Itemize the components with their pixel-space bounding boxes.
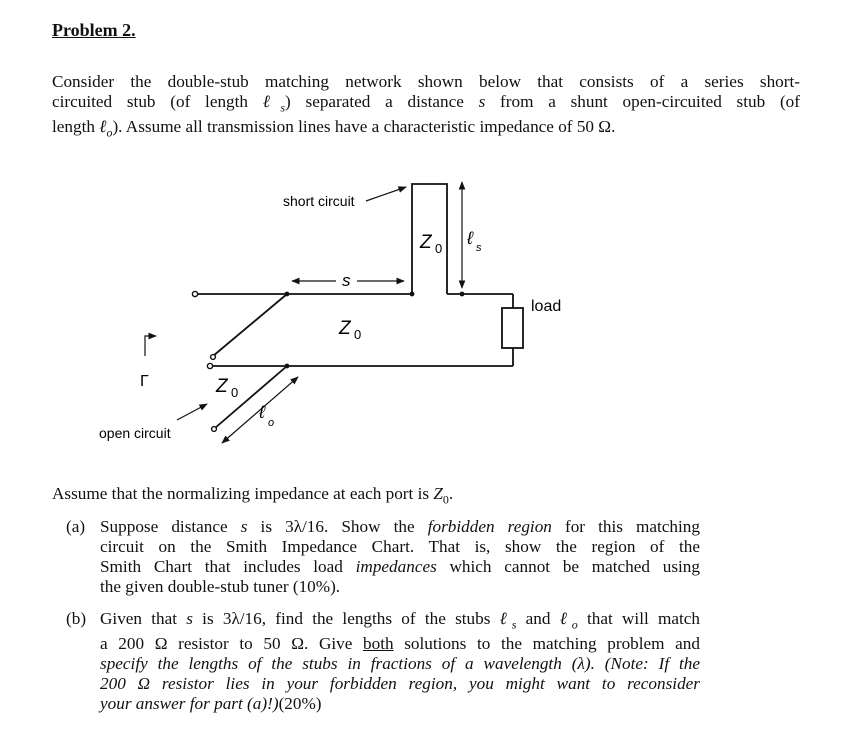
part-b-line-4: 200 Ω resistor lies in your forbidden region, you might want to reconsider xyxy=(100,674,700,694)
ls-sub: s xyxy=(476,242,482,254)
junction-bottom xyxy=(285,364,290,369)
intro-line-3: length ℓ$_o$). Assume all transmission lines have a characteristic impedance of 50 Ω. xyxy=(52,117,616,140)
z0-main-sub: 0 xyxy=(354,327,362,342)
input-end xyxy=(211,355,216,360)
load-label: load xyxy=(531,298,562,315)
gamma-arrow xyxy=(145,336,156,356)
assumption-text: Assume that the normalizing impedance at each port is $Z_0$. xyxy=(52,484,454,507)
gamma-label: Γ xyxy=(140,373,149,390)
intro-line-1: Consider the double-stub matching network shown below that consists of a series short- xyxy=(52,72,800,91)
input-diagonal xyxy=(213,294,287,356)
intro-line-2: circuited stub (of length ℓ$_s$) separated a distance s from a shunt open-circuited stub (of xyxy=(52,92,800,115)
part-b-line-1: Given that s is 3λ/16, find the lengths of the stubs ℓ$_s$ and ℓ$_o$ that will match xyxy=(100,609,700,632)
problem-title: Problem 2. xyxy=(52,20,136,40)
part-b-line-2: a 200 Ω resistor to 50 Ω. Give both solutions to the matching problem and xyxy=(100,634,700,654)
open-circuit-label: open circuit xyxy=(99,425,171,441)
ls-label: ℓ xyxy=(467,228,473,248)
z0-input-label: Z xyxy=(216,376,228,397)
terminal-bottom xyxy=(207,363,212,368)
junction-stub-right xyxy=(460,292,465,297)
z0-main-label: Z xyxy=(339,318,351,339)
part-a-line-2: circuit on the Smith Impedance Chart. That is, show the region of the xyxy=(100,537,700,556)
part-b-label: (b) xyxy=(66,609,87,628)
junction-stub-left xyxy=(410,292,415,297)
z0-stub-sub: 0 xyxy=(435,241,443,256)
part-b xyxy=(66,609,700,714)
part-a-line-4: the given double-stub tuner (10%). xyxy=(100,577,341,596)
part-a-line-1: Suppose distance s is 3λ/16. Show the forbidden region for this matching xyxy=(100,517,700,536)
part-a-label: (a) xyxy=(66,517,86,536)
s-label: s xyxy=(342,271,351,290)
part-a xyxy=(66,517,700,597)
short-circuit-label: short circuit xyxy=(283,193,355,209)
z0-input-sub: 0 xyxy=(231,385,239,400)
part-b-line-3: specify the lengths of the stubs in fractions of a wavelength (λ). (Note: If the xyxy=(100,654,700,674)
open-circuit-arrow xyxy=(177,404,207,420)
lo-label: ℓ xyxy=(259,402,265,422)
short-circuit-arrow xyxy=(366,187,406,201)
z0-stub-label: Z xyxy=(420,232,432,253)
part-b-line-5: your answer for part (a)!)(20%) xyxy=(100,694,322,714)
open-stub-end xyxy=(212,427,217,432)
lo-sub: o xyxy=(268,417,275,429)
load-resistor xyxy=(502,308,523,348)
terminal-top xyxy=(192,291,197,296)
junction-top-left xyxy=(285,292,290,297)
part-a-line-3: Smith Chart that includes load impedances which cannot be matched using xyxy=(100,557,700,576)
